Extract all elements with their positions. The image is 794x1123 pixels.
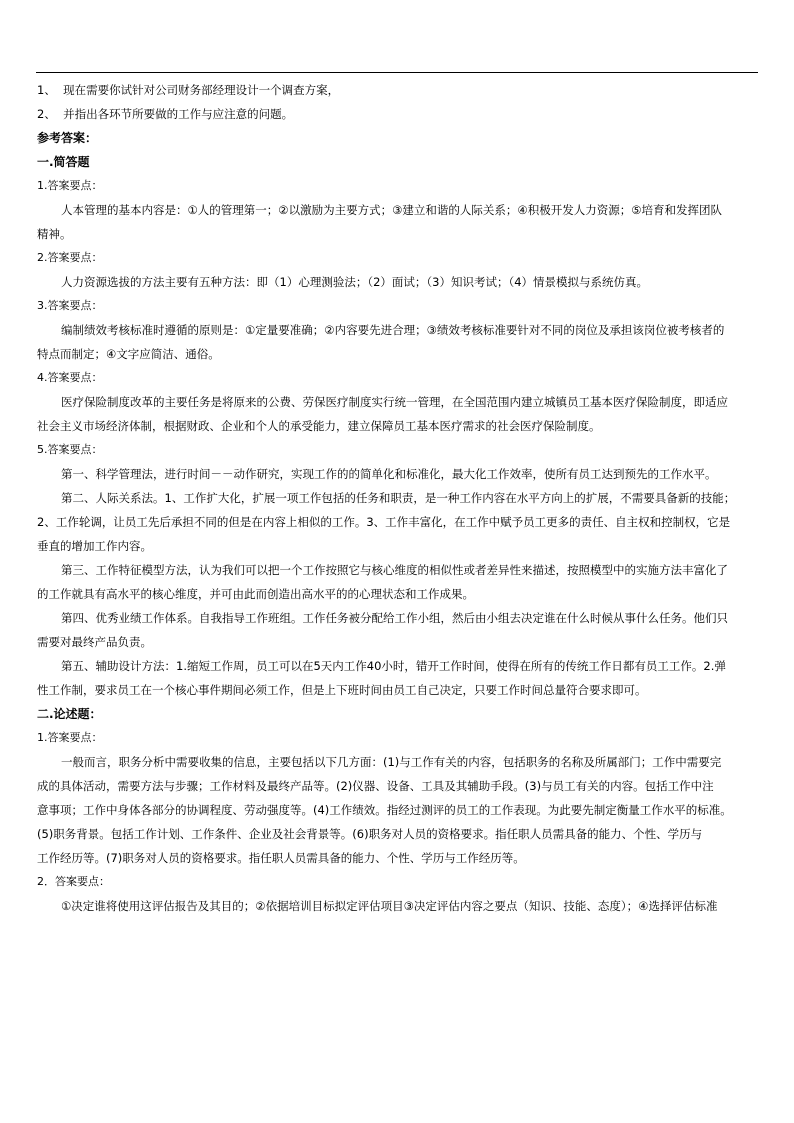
document-body [37, 78, 757, 918]
answer-3-text-line-2: 特点而制定；④文字应简洁、通俗。 [37, 347, 220, 361]
answer-3-label: 3.答案要点： [37, 299, 103, 312]
answer-1-text-line-1: 人本管理的基本内容是：①人的管理第一；②以激励为主要方式；③建立和谐的人际关系；④积极开发人力资源；⑤培育和发挥团队 [61, 203, 723, 217]
question-2: 2、 并指出各环节所要做的工作与应注意的问题。 [37, 107, 294, 121]
answer-5-para-3-line-2: 的工作就具有高水平的核心维度，并可由此而创造出高水平的的心理状态和工作成果。 [37, 587, 474, 601]
answer-5-para-2-line-2: 2、工作轮调，让员工先后承担不同的但是在内容上相似的工作。3、工作丰富化，在工作中赋予员工更多的责任、自主权和控制权，它是 [37, 515, 731, 529]
answer-1-label: 1.答案要点： [37, 179, 103, 192]
answer-5-label: 5.答案要点： [37, 443, 103, 456]
answer-4-label: 4.答案要点： [37, 371, 103, 384]
section-2-title: 二.论述题： [37, 707, 102, 721]
answer-5-para-4-line-2: 需要对最终产品负责。 [37, 635, 152, 649]
answer-4-text-line-1: 医疗保险制度改革的主要任务是将原来的公费、劳保医疗制度实行统一管理，在全国范围内建立城镇员工基本医疗保险制度，即适应 [61, 395, 728, 409]
answer-5-para-1: 第一、科学管理法，进行时间－－动作研究，实现工作的的简单化和标准化，最大化工作效率，使所有员工达到预先的工作水平。 [61, 467, 717, 481]
answer-5-para-5-line-1: 第五、辅助设计方法：1.缩短工作周，员工可以在5天内工作40小时，错开工作时间，使得在所有的传统工作日都有员工工作。2.弹 [61, 659, 726, 673]
question-1: 1、 现在需要你试针对公司财务部经理设计一个调查方案， [37, 83, 340, 97]
essay-1-text-line-1: 一般而言，职务分析中需要收集的信息，主要包括以下几方面：(1)与工作有关的内容，包括职务的名称及所属部门；工作中需要完 [61, 755, 722, 769]
answer-heading: 参考答案： [37, 131, 98, 145]
answer-1-text-line-2: 精神。 [37, 227, 72, 241]
answer-2-label: 2.答案要点： [37, 251, 103, 264]
answer-4-text-line-2: 社会主义市场经济体制，根据财政、企业和个人的承受能力，建立保障员工基本医疗需求的社会医疗保险制度。 [37, 419, 601, 433]
answer-3-text-line-1: 编制绩效考核标准时遵循的原则是：①定量要准确；②内容要先进合理；③绩效考核标准要针对不同的岗位及承担该岗位被考核者的 [61, 323, 725, 337]
answer-2-text-line-1: 人力资源选拔的方法主要有五种方法：即（1）心理测验法；（2）面试；（3）知识考试；（4）情景模拟与系统仿真。 [61, 275, 649, 289]
essay-1-text-line-5: 工作经历等。(7)职务对人员的资格要求。指任职人员需具备的能力、个性、学历与工作经历等。 [37, 851, 525, 865]
answer-5-para-2-line-3: 垂直的增加工作内容。 [37, 539, 152, 553]
answer-5-para-3-line-1: 第三、工作特征模型方法，认为我们可以把一个工作按照它与核心维度的相似性或者差异性来描述，按照模型中的实施方法丰富化了 [61, 563, 728, 577]
answer-5-para-4-line-1: 第四、优秀业绩工作体系。自我指导工作班组。工作任务被分配给工作小组，然后由小组去决定谁在什么时候从事什么任务。他们只 [61, 611, 728, 625]
essay-1-text-line-2: 成的具体活动，需要方法与步骤；工作材料及最终产品等。(2)仪器、设备、工具及其辅助手段。(3)与员工有关的内容。包括工作中注 [37, 779, 714, 793]
essay-1-text-line-3: 意事项；工作中身体各部分的协调程度、劳动强度等。(4)工作绩效。指经过测评的员工的工作表现。为此要先制定衡量工作水平的标准。 [37, 803, 732, 817]
essay-2-label: 2．答案要点： [37, 875, 110, 888]
essay-2-text-line-1: ①决定谁将使用这评估报告及其目的；②依据培训目标拟定评估项目③决定评估内容之要点（知识、技能、态度）；④选择评估标准 [61, 899, 718, 913]
header-rule [36, 72, 758, 73]
answer-5-para-5-line-2: 性工作制，要求员工在一个核心事件期间必须工作，但是上下班时间由员工自己决定，只要工作时间总量符合要求即可。 [37, 683, 647, 697]
essay-1-label: 1.答案要点： [37, 731, 103, 744]
section-1-title: 一.简答题 [37, 155, 90, 169]
answer-5-para-2-line-1: 第二、人际关系法。1、工作扩大化，扩展一项工作包括的任务和职责，是一种工作内容在水平方向上的扩展，不需要具备新的技能； [61, 491, 736, 505]
essay-1-text-line-4: (5)职务背景。包括工作计划、工作条件、企业及社会背景等。(6)职务对人员的资格要求。指任职人员需具备的能力、个性、学历与 [37, 827, 703, 841]
